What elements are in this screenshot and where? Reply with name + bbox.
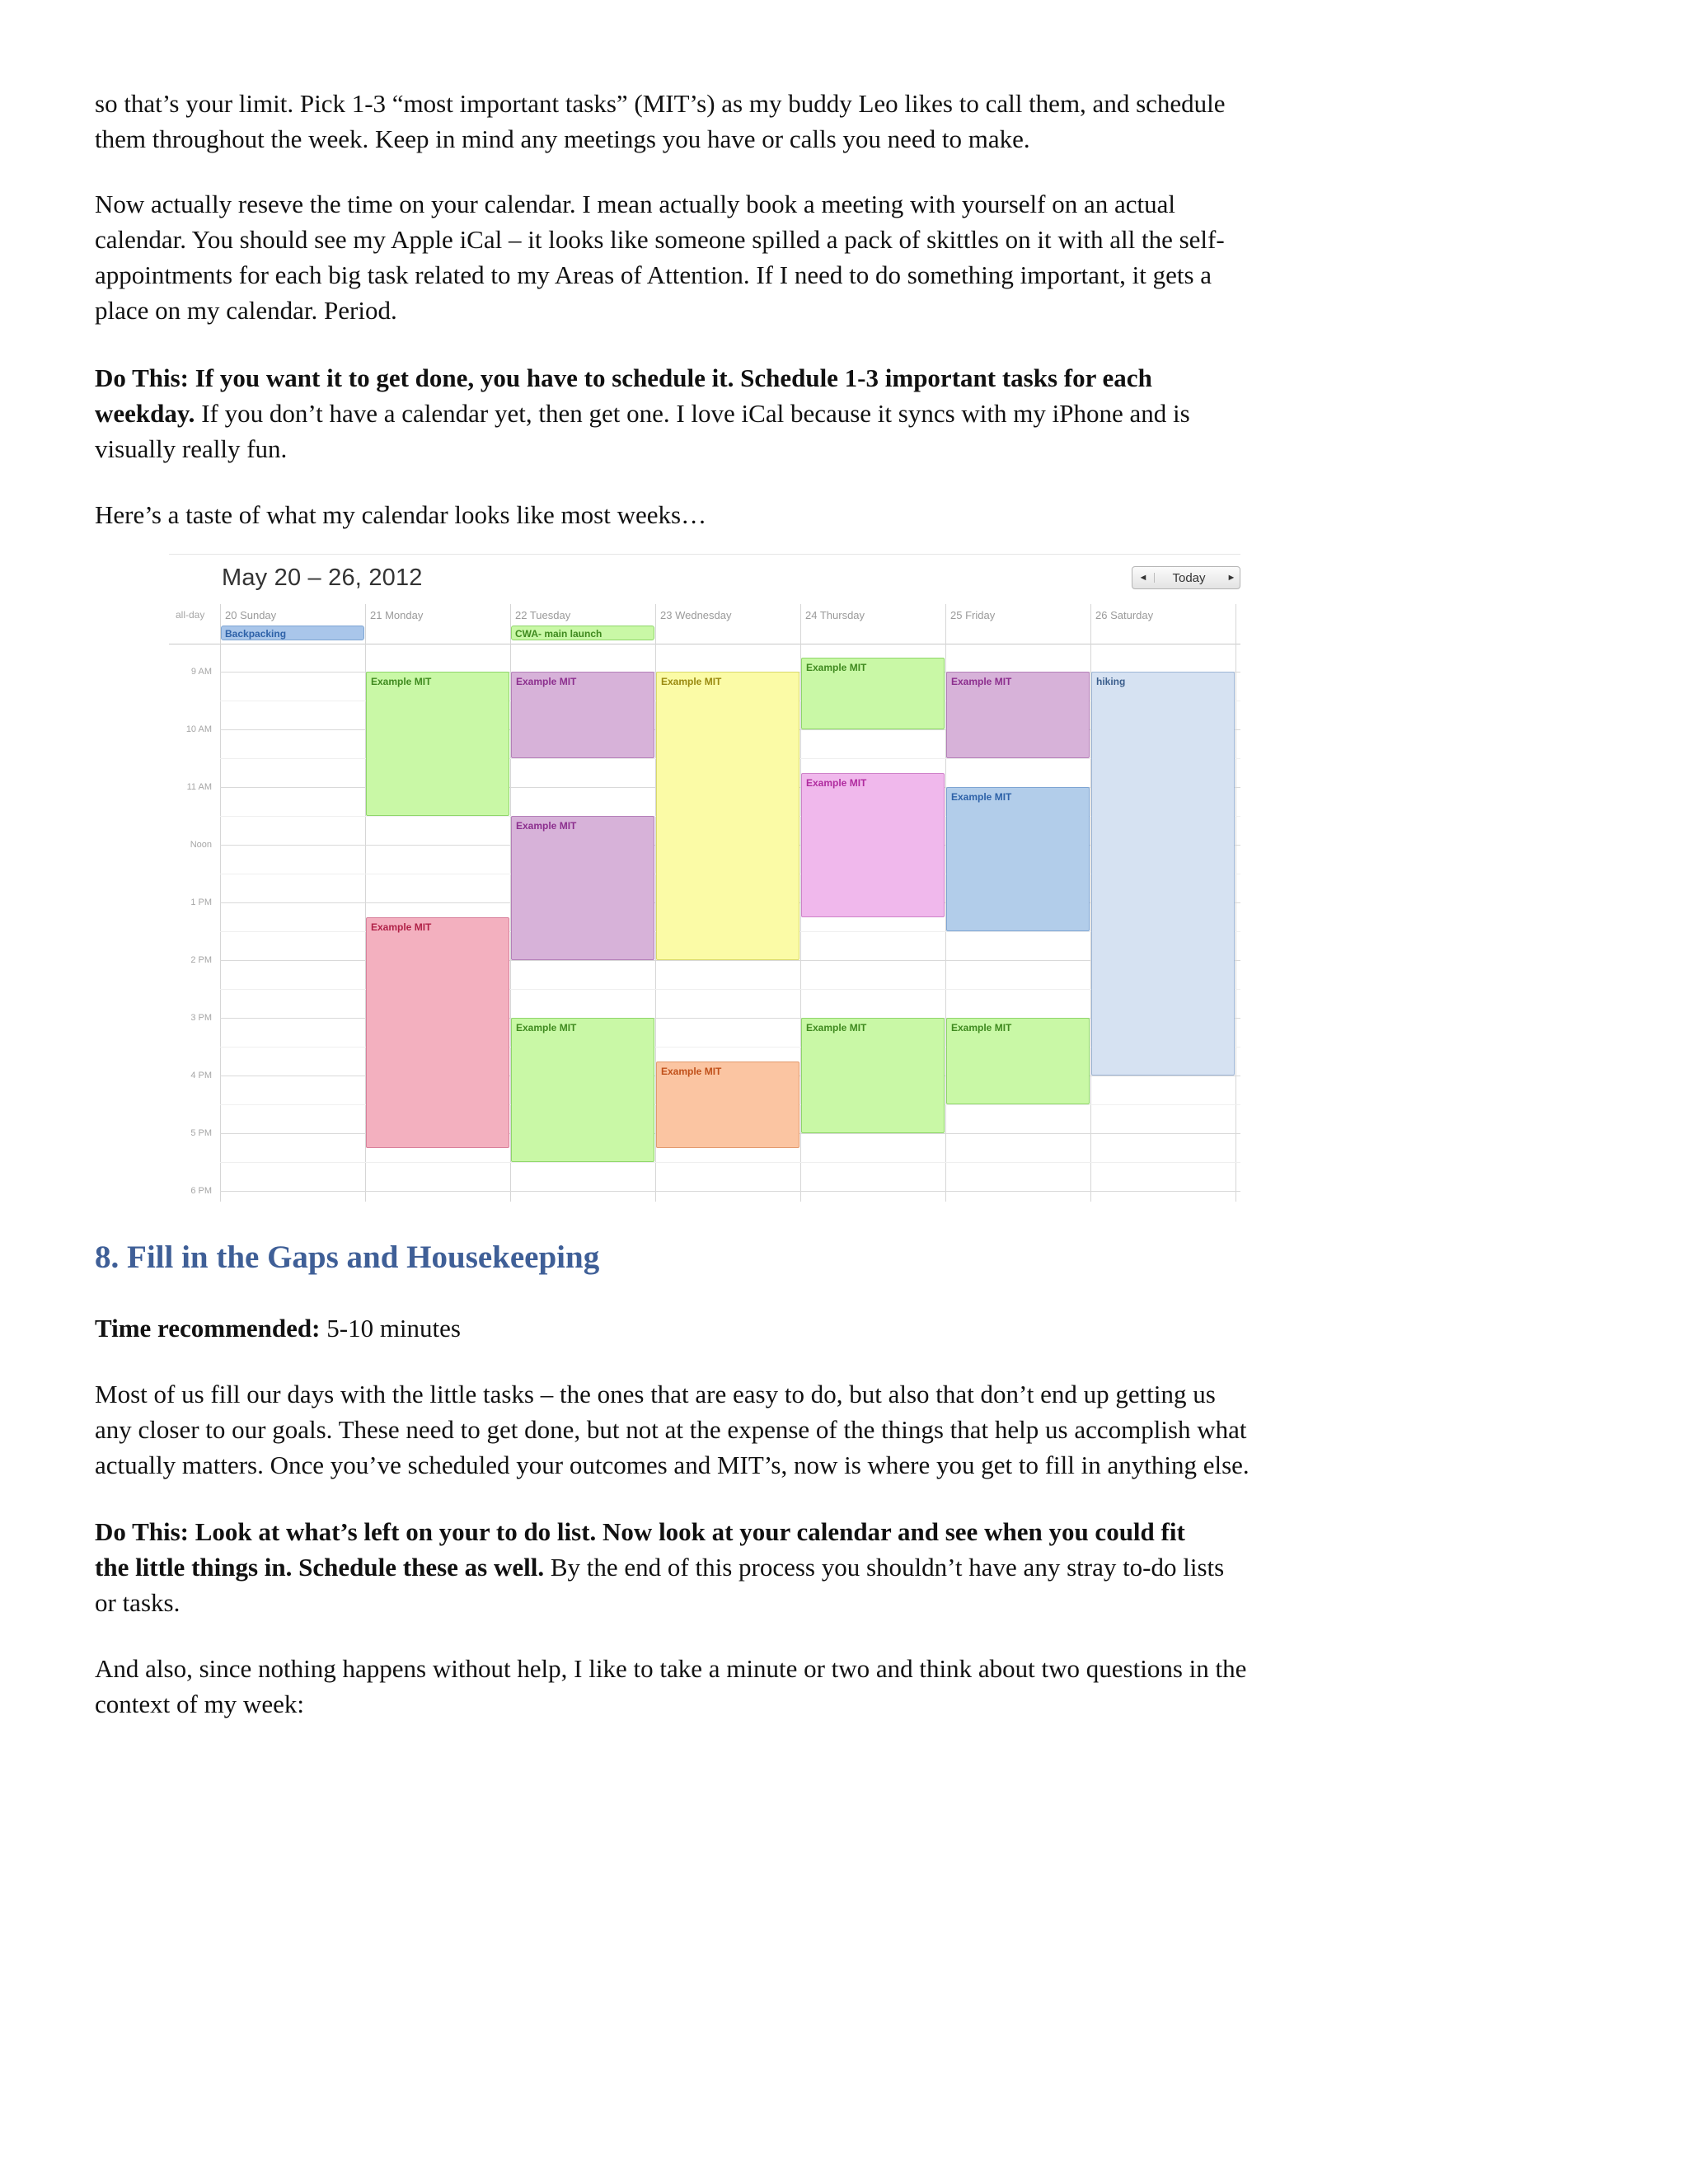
text-line: And also, since nothing happens without help, I like to take a minute or two and think about two questions in the [95, 1654, 1247, 1683]
paragraph-calendar-intro [95, 497, 1331, 532]
day-header[interactable]: 24 Thursday [805, 609, 865, 621]
half-hour-gridline [220, 1162, 1240, 1163]
bold-instruction: the little things in. Schedule these as well. [95, 1553, 545, 1582]
calendar-navigation [1132, 566, 1240, 589]
bold-instruction: weekday. [95, 399, 195, 428]
text-line: If you don’t have a calendar yet, then get one. I love iCal because it syncs with my iPhone and is [195, 399, 1190, 428]
paragraph-do-this-fill-gaps [95, 1514, 1331, 1620]
calendar-event[interactable]: Example MIT [366, 917, 509, 1148]
day-header[interactable]: 26 Saturday [1095, 609, 1154, 621]
calendar-event[interactable]: Example MIT [511, 816, 654, 960]
bold-instruction: Do This: If you want it to get done, you have to schedule it. Schedule 1-3 important tasks for each [95, 363, 1152, 392]
day-header[interactable]: 23 Wednesday [660, 609, 732, 621]
time-label: 11 AM [186, 782, 212, 792]
time-label: 1 PM [190, 898, 212, 907]
bold-label: Time recommended: [95, 1314, 321, 1343]
text-line: Now actually reseve the time on your calendar. I mean actually book a meeting with yourself on an actual [95, 190, 1176, 218]
section-heading: 8. Fill in the Gaps and Housekeeping [95, 1240, 600, 1275]
text-line: Here’s a taste of what my calendar looks like most weeks… [95, 500, 707, 529]
time-label: 3 PM [190, 1013, 212, 1023]
paragraph-little-tasks [95, 1376, 1331, 1483]
hour-gridline [220, 1191, 1240, 1192]
calendar-week-title: May 20 – 26, 2012 [222, 565, 423, 591]
text-line: Most of us fill our days with the little tasks – the ones that are easy to do, but also that don’t end up getting us [95, 1380, 1216, 1408]
time-label: 6 PM [190, 1186, 212, 1196]
calendar-event[interactable]: Example MIT [511, 1018, 654, 1162]
text-line: or tasks. [95, 1588, 181, 1617]
calendar-event[interactable]: hiking [1091, 672, 1235, 1076]
bold-instruction: Do This: Look at what’s left on your to do list. Now look at your calendar and see when you could fit [95, 1517, 1185, 1546]
paragraph-reserve-time [95, 186, 1331, 328]
today-button[interactable]: Today [1172, 570, 1206, 585]
time-label: 4 PM [190, 1071, 212, 1080]
time-label: 9 AM [190, 667, 212, 677]
calendar-event[interactable]: Example MIT [946, 1018, 1090, 1104]
calendar-screenshot [169, 554, 1240, 1202]
calendar-event[interactable]: Example MIT [656, 1062, 799, 1148]
text-line: any closer to our goals. These need to get done, but not at the expense of the things that help us accomplish what [95, 1415, 1247, 1444]
paragraph-time-recommended [95, 1310, 1331, 1346]
paragraph-questions [95, 1651, 1331, 1722]
text-line: so that’s your limit. Pick 1-3 “most important tasks” (MIT’s) as my buddy Leo likes to call them, and schedule [95, 89, 1226, 118]
time-label: 10 AM [185, 724, 212, 734]
next-week-icon[interactable]: ► [1226, 573, 1236, 583]
calendar-event[interactable]: Example MIT [946, 787, 1090, 931]
time-label: Noon [190, 840, 212, 850]
calendar-event[interactable]: Example MIT [801, 658, 945, 730]
all-day-event[interactable]: Backpacking [221, 626, 364, 640]
text-line: 5-10 minutes [320, 1314, 461, 1343]
calendar-event[interactable]: Example MIT [801, 773, 945, 917]
calendar-event[interactable]: Example MIT [511, 672, 654, 758]
paragraph-do-this-schedule [95, 360, 1331, 466]
text-line: actually matters. Once you’ve scheduled your outcomes and MIT’s, now is where you get to fill in anything else. [95, 1451, 1250, 1479]
day-header[interactable]: 25 Friday [950, 609, 996, 621]
all-day-event[interactable]: CWA- main launch [511, 626, 654, 640]
text-line: context of my week: [95, 1690, 304, 1718]
previous-week-icon[interactable]: ◄ [1132, 573, 1155, 583]
calendar-event[interactable]: Example MIT [801, 1018, 945, 1133]
text-line: calendar. You should see my Apple iCal – it looks like someone spilled a pack of skittles on it with all the self- [95, 225, 1225, 254]
time-label: 5 PM [190, 1128, 212, 1138]
day-header[interactable]: 20 Sunday [225, 609, 277, 621]
day-header[interactable]: 22 Tuesday [515, 609, 571, 621]
all-day-label: all-day [176, 609, 205, 621]
time-label: 2 PM [190, 955, 212, 965]
calendar-event[interactable]: Example MIT [366, 672, 509, 816]
text-line: appointments for each big task related to my Areas of Attention. If I need to do something important, it gets a [95, 260, 1212, 289]
day-header[interactable]: 21 Monday [370, 609, 424, 621]
calendar-event[interactable]: Example MIT [946, 672, 1090, 758]
calendar-event[interactable]: Example MIT [656, 672, 799, 960]
text-line: place on my calendar. Period. [95, 296, 397, 325]
text-line: By the end of this process you shouldn’t have any stray to-do lists [544, 1553, 1225, 1582]
paragraph-limit [95, 86, 1331, 157]
text-line: visually really fun. [95, 434, 288, 463]
text-line: them throughout the week. Keep in mind any meetings you have or calls you need to make. [95, 124, 1030, 153]
